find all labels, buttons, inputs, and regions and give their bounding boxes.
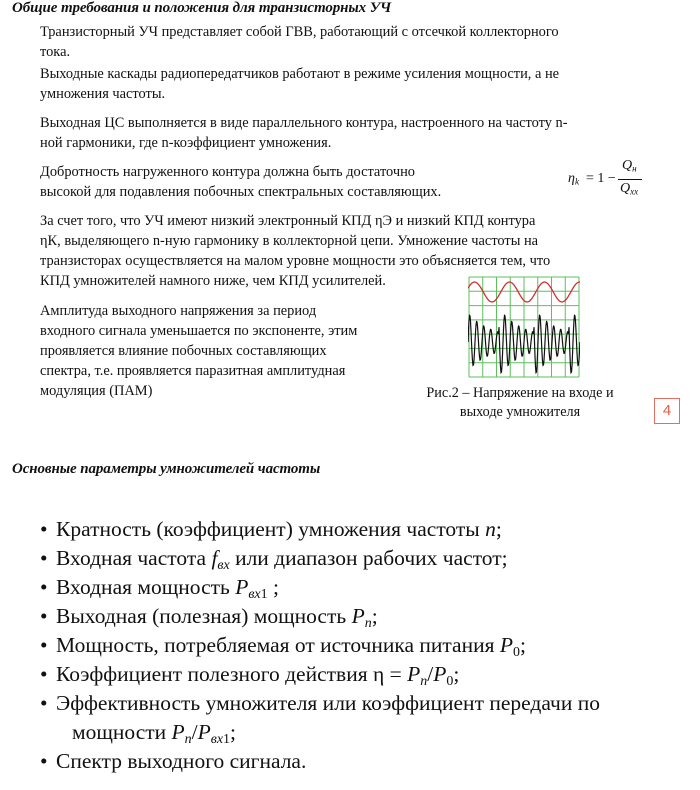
paragraph-intro xyxy=(40,22,559,62)
list-item-text: Входная мощность $P_{вх1}$ ; xyxy=(56,575,279,603)
paragraph-q-factor xyxy=(40,162,441,202)
text-line: умножения частоты. xyxy=(40,86,166,102)
text-line: проявляется влияние побочных составляющих xyxy=(40,343,327,359)
list-item-text: мощности $P_n/P_{вх1}$; xyxy=(72,720,237,748)
bullet-glyph: • xyxy=(40,546,48,570)
bullet-glyph: • xyxy=(40,517,48,541)
paragraph-amplitude xyxy=(40,301,357,401)
bullet-glyph: • xyxy=(40,633,48,657)
bullet-glyph: • xyxy=(40,575,48,599)
text-line: КПД умножителей намного ниже, чем КПД усилителей. xyxy=(40,273,386,289)
oscillogram-grid xyxy=(469,277,579,377)
text-line: Добротность нагруженного контура должна быть достаточно xyxy=(40,164,415,180)
text-line: тока. xyxy=(40,44,71,60)
text-line: Транзисторный УЧ представляет собой ГВВ, работающий с отсечкой коллекторного xyxy=(40,24,559,40)
text-line: входного сигнала уменьшается по экспоненте, этим xyxy=(40,323,358,339)
bullet-glyph: • xyxy=(40,604,48,628)
text-line: ηК, выделяющего n-ную гармонику в коллекторной цепи. Умножение частоты на xyxy=(40,233,539,249)
oscillogram-figure xyxy=(468,276,580,378)
text-line: Выходная ЦС выполняется в виде параллельного контура, настроенного на частоту n- xyxy=(40,115,568,131)
paragraph-output-circuit xyxy=(40,113,568,153)
figure-caption xyxy=(400,384,640,422)
bullet-glyph: • xyxy=(40,691,48,715)
text-line: Выходные каскады радиопередатчиков работают в режиме усиления мощности, а не xyxy=(40,66,560,82)
parameters-bullet-list xyxy=(40,516,690,786)
bullet-glyph: • xyxy=(40,749,48,773)
text-line: высокой для подавления побочных спектральных составляющих. xyxy=(40,184,442,200)
page-number-badge: 4 xyxy=(654,398,680,424)
caption-line: выходе умножителя xyxy=(459,404,581,420)
text-line: Амплитуда выходного напряжения за период xyxy=(40,303,317,319)
text-line: транзисторах осуществляется на малом уровне мощности это объясняется тем, что xyxy=(40,253,551,269)
text-line: За счет того, что УЧ имеют низкий электронный КПД ηЭ и низкий КПД контура xyxy=(40,213,536,229)
list-item-text: Мощность, потребляемая от источника питания $P_0$; xyxy=(56,633,526,661)
bullet-glyph: • xyxy=(40,662,48,686)
list-item-text: Входная частота $f_{вх}$ или диапазон рабочих частот; xyxy=(56,546,508,574)
paragraph-output-stages xyxy=(40,64,559,104)
list-item-text: Спектр выходного сигнала. xyxy=(56,749,307,773)
caption-line: Рис.2 – Напряжение на входе и xyxy=(426,385,614,401)
section-title-multiplier-parameters: Основные параметры умножителей частоты xyxy=(12,461,321,477)
q-factor-formula: $\eta_k$ = 1 − $Q_н$ $Q_{xx}$ xyxy=(568,158,648,202)
text-line: спектра, т.е. проявляется паразитная амплитудная xyxy=(40,363,346,379)
section-title-transistor-multipliers: Общие требования и положения для транзисторных УЧ xyxy=(12,0,392,16)
text-line: модуляция (ПАМ) xyxy=(40,383,153,399)
list-item-text: Коэффициент полезного действия $\eta = P_n/P_0$; xyxy=(56,662,460,690)
list-item-text: Выходная (полезная) мощность $P_n$; xyxy=(56,604,378,632)
list-item-text: Кратность (коэффициент) умножения частоты n; xyxy=(56,517,502,541)
text-line: ной гармоники, где n-коэффициент умножения. xyxy=(40,135,332,151)
list-item-text: Эффективность умножителя или коэффициент передачи по xyxy=(56,691,600,715)
